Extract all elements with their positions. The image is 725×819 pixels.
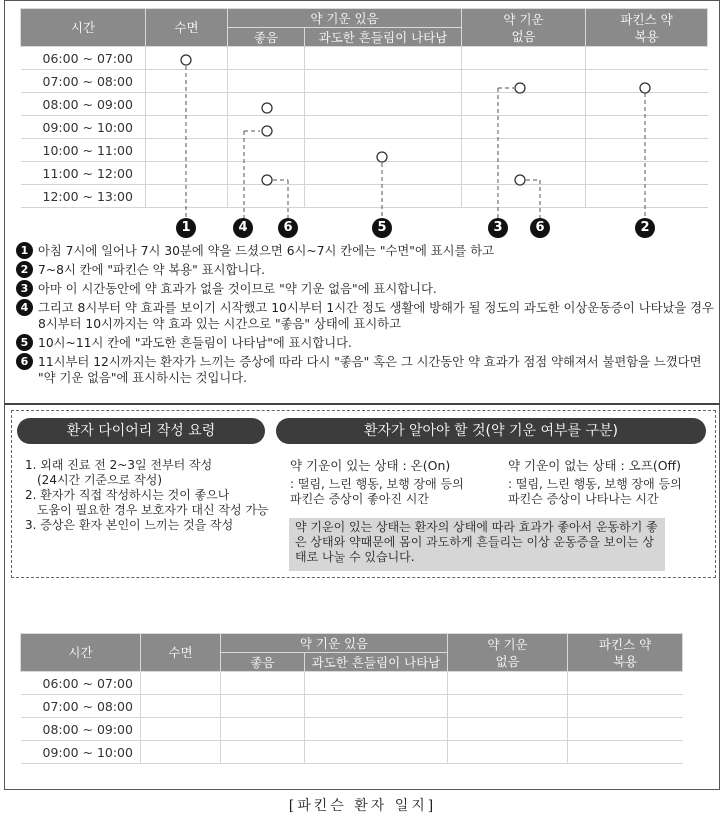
entry-cell[interactable] [448,672,568,695]
entry-cell[interactable] [568,672,683,695]
time-cell: 06:00 ~ 07:00 [21,47,146,70]
note-text: 10시~11시 칸에 "과도한 흔들림이 나타남"에 표시합니다. [38,336,352,350]
time-cell: 12:00 ~ 13:00 [21,185,146,208]
entry-cell[interactable] [141,741,221,764]
entry-cell[interactable] [305,741,448,764]
mark-off-0700 [515,83,525,93]
marker-number: 2 [635,218,655,238]
guide-title-right: 환자가 알아야 할 것(약 기운 여부를 구분) [276,418,706,444]
entry-cell[interactable] [221,672,305,695]
on-state-desc: : 떨림, 느린 행동, 보행 장애 등의 파킨슨 증상이 좋아진 시간 [290,477,464,506]
note-item [16,354,716,386]
instruction-notes [16,243,716,389]
time-cell: 09:00 ~ 10:00 [21,741,141,764]
note-text: 7~8시 칸에 "파킨슨 약 복용" 표시합니다. [38,263,266,277]
header-sleep: 수면 [141,634,221,672]
note-item [16,300,716,332]
entry-cell[interactable] [221,741,305,764]
header-good: 좋음 [221,653,305,672]
guide-item: 2. 환자가 직접 작성하시는 것이 좋으나 [25,488,230,502]
header-medication: 파킨스 약 복용 [586,9,708,47]
entry-cell[interactable] [568,695,683,718]
header-off: 약 기운 없음 [448,634,568,672]
time-cell: 11:00 ~ 12:00 [21,162,146,185]
marker-number: 6 [278,218,298,238]
guide-item: 도움이 필요한 경우 보호자가 대신 작성 가능 [37,503,269,517]
header-sleep: 수면 [146,9,228,47]
diary-markers [0,0,725,250]
guide-item: (24시간 기준으로 작성) [37,473,162,487]
time-cell: 06:00 ~ 07:00 [21,672,141,695]
header-on-group: 약 기운 있음 [221,634,448,653]
entry-cell[interactable] [221,718,305,741]
marker-number: 1 [176,218,196,238]
header-medication: 파킨스 약 복용 [568,634,683,672]
guide-left-list [25,458,280,533]
note-item [16,262,716,278]
entry-cell[interactable] [141,672,221,695]
mark-dyskinesia-1000 [377,152,387,162]
note-number: 4 [16,299,33,316]
note-text: 아마 이 시간동안에 약 효과가 없을 것이므로 "약 기운 없음"에 표시합니다. [38,282,437,296]
time-cell: 08:00 ~ 09:00 [21,718,141,741]
marker-number: 3 [488,218,508,238]
on-state-title: 약 기운이 있는 상태 : 온(On) [290,458,451,473]
mark-good-1100 [262,175,272,185]
entry-cell[interactable] [448,695,568,718]
time-cell: 10:00 ~ 11:00 [21,139,146,162]
note-item [16,243,716,259]
page-caption: [파킨슨 환자 일지] [288,798,437,814]
section-divider [4,403,720,405]
note-number: 3 [16,280,33,297]
blank-diary-table [20,633,683,764]
note-item [16,281,716,297]
entry-cell[interactable] [141,718,221,741]
header-time: 시간 [21,9,146,47]
entry-cell[interactable] [305,718,448,741]
guide-title-left: 환자 다이어리 작성 요령 [17,418,265,444]
note-number: 2 [16,261,33,278]
note-number: 6 [16,353,33,370]
entry-cell[interactable] [305,672,448,695]
off-state-desc: : 떨림, 느린 행동, 보행 장애 등의 파킨슨 증상이 나타나는 시간 [508,477,682,506]
note-number: 5 [16,334,33,351]
note-number: 1 [16,242,33,259]
time-cell: 09:00 ~ 10:00 [21,116,146,139]
entry-cell[interactable] [448,718,568,741]
marker-number: 6 [530,218,550,238]
header-dyskinesia: 과도한 흔들림이 나타남 [305,653,448,672]
mark-good-0800 [262,103,272,113]
entry-cell[interactable] [448,741,568,764]
marker-number: 5 [372,218,392,238]
note-text: 11시부터 12시까지는 환자가 느끼는 증상에 따라 다시 "좋음" 혹은 그 시간동안 약 효과가 점점 약해져서 불편함을 느꼈다면 "약 기운 없음"에 표시하시는 것입니다. [38,355,702,385]
guide-item: 3. 증상은 환자 본인이 느끼는 것을 작성 [25,518,234,532]
note-item [16,335,716,351]
header-on-group: 약 기운 있음 [228,9,462,28]
note-text: 아침 7시에 일어나 7시 30분에 약을 드셨으면 6시~7시 칸에는 "수면"에 표시를 하고 [38,244,495,258]
on-state-note: 약 기운이 있는 상태는 환자의 상태에 따라 효과가 좋아서 운동하기 좋은 상태와 약때문에 몸이 과도하게 흔들리는 이상 운동증을 보이는 상태로 나눌 수 있습니다. [289,518,665,571]
time-cell: 07:00 ~ 08:00 [21,70,146,93]
time-cell: 07:00 ~ 08:00 [21,695,141,718]
header-good: 좋음 [228,28,305,47]
entry-cell[interactable] [141,695,221,718]
header-off: 약 기운 없음 [462,9,586,47]
header-dyskinesia: 과도한 흔들림이 나타남 [305,28,462,47]
mark-sleep-0600 [181,55,191,65]
entry-cell[interactable] [568,741,683,764]
header-time: 시간 [21,634,141,672]
marker-number: 4 [233,218,253,238]
note-text: 그리고 8시부터 약 효과를 보이기 시작했고 10시부터 1시간 정도 생활에 방해가 될 정도의 과도한 이상운동증이 나타났을 경우 8시부터 10시까지는 약 효과 있는 시간으로 "좋음" 상태에 표시하고 [38,301,714,331]
off-state-title: 약 기운이 없는 상태 : 오프(Off) [508,458,682,473]
guide-item: 1. 외래 진료 전 2~3일 전부터 작성 [25,458,213,472]
entry-cell[interactable] [568,718,683,741]
mark-off-1100 [515,175,525,185]
mark-medication-0700 [640,83,650,93]
entry-cell[interactable] [305,695,448,718]
entry-cell[interactable] [221,695,305,718]
mark-good-0900 [262,126,272,136]
time-cell: 08:00 ~ 09:00 [21,93,146,116]
